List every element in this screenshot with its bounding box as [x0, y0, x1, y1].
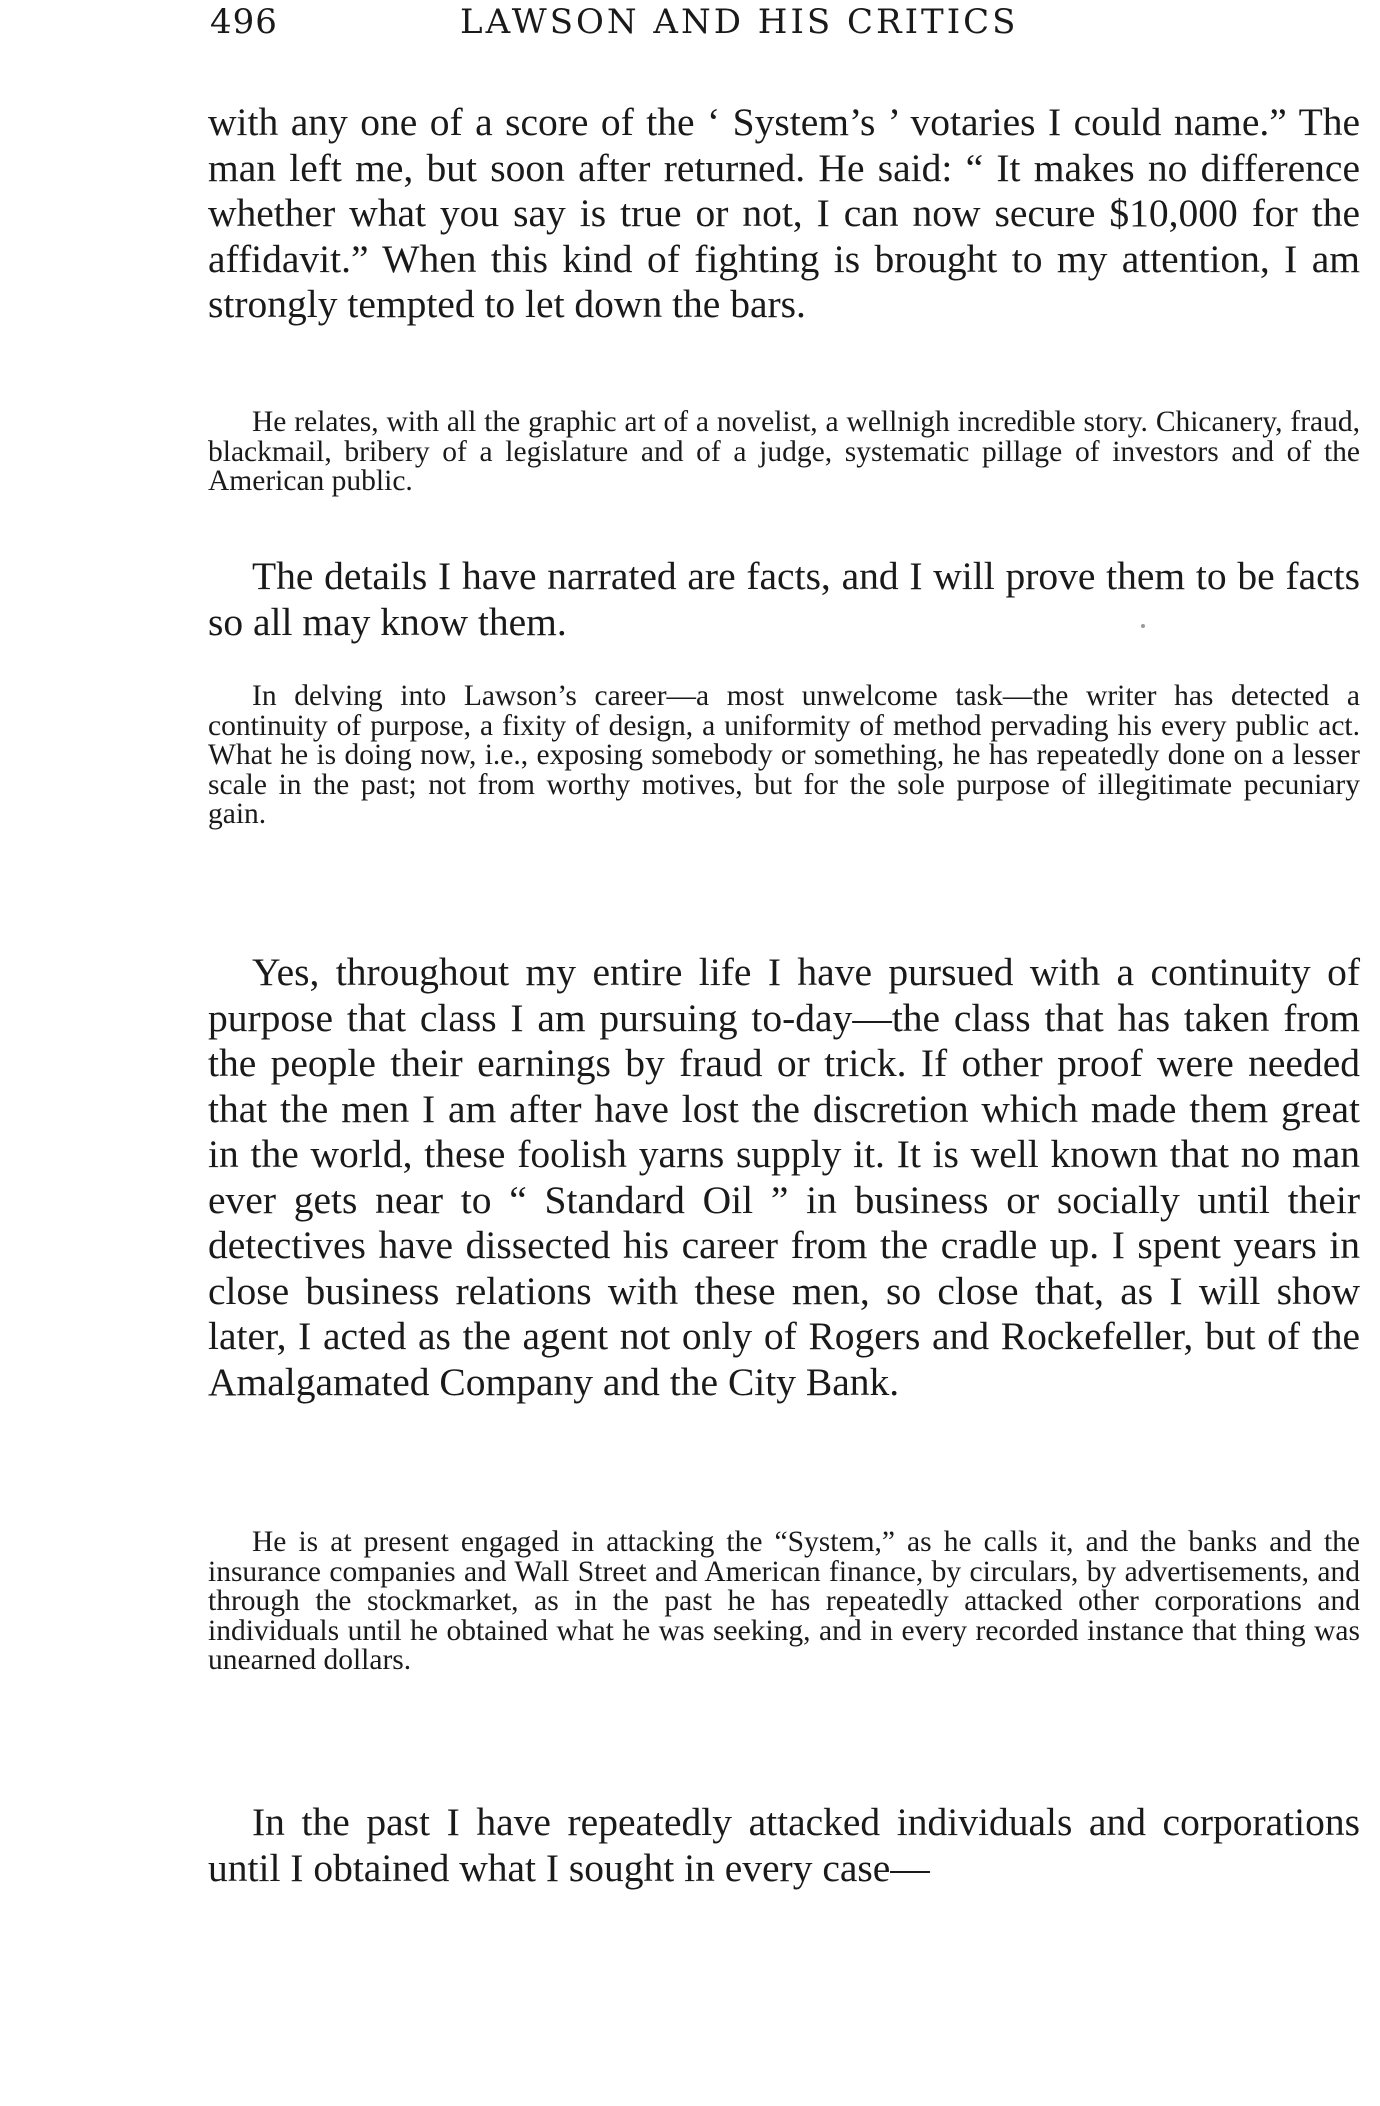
critic-paragraph-incredible-story: He relates, with all the graphic art of a novelist, a wellnigh incredible story. Chicanery, fraud, blackmail, bribery of a legislature and of a judge, systematic pillage of investors and of the American public.: [208, 406, 1360, 497]
page-number: 496: [210, 2, 278, 42]
critic-paragraph-system-attack: He is at present engaged in attacking the “System,” as he calls it, and the banks and the insurance companies and Wall Street and American finance, by circulars, by advertisements, and through the stockmarket, as in the past he has repeatedly attacked other corporations and individuals until he obtained what he was seeking, and in every recorded instance that thing was unearned dollars.: [208, 1526, 1360, 1676]
running-title: LAWSON AND HIS CRITICS: [460, 2, 1019, 42]
lawson-paragraph-every-case: In the past I have repeatedly attacked individuals and corporations until I obtained what I sought in every case—: [208, 1800, 1360, 1890]
lawson-paragraph-pursued: Yes, throughout my entire life I have pursued with a continuity of purpose that class I am pursuing to-day—the class that has taken from the people their earnings by fraud or trick. If other proof were needed that the men I am after have lost the discretion which made them great in the world, these foolish yarns supply it. It is well known that no man ever gets near to “ Standard Oil ” in business or socially until their detectives have dissected his career from the cradle up. I spent years in close business relations with these men, so close that, as I will show later, I acted as the agent not only of Rogers and Rockefeller, but of the Amalgamated Company and the City Bank.: [208, 950, 1360, 1404]
print-speck: [1141, 624, 1145, 628]
critic-paragraph-continuity: In delving into Lawson’s career—a most unwelcome task—the writer has detected a continuity of purpose, a fixity of design, a uniformity of method pervading his every public act. What he is doing now, i.e., exposing somebody or something, he has repeatedly done on a lesser scale in the past; not from worthy motives, but for the sole purpose of illegitimate pecuniary gain.: [208, 680, 1360, 830]
lawson-paragraph-facts: The details I have narrated are facts, and I will prove them to be facts so all may know them.: [208, 554, 1360, 644]
lawson-paragraph-affidavit: with any one of a score of the ‘ System’s ’ votaries I could name.” The man left me, but soon after returned. He said: “ It makes no difference whether what you say is true or not, I can now secure $10,000 for the affidavit.” When this kind of fighting is brought to my attention, I am strongly tempted to let down the bars.: [208, 100, 1360, 326]
running-head: [210, 2, 1368, 42]
